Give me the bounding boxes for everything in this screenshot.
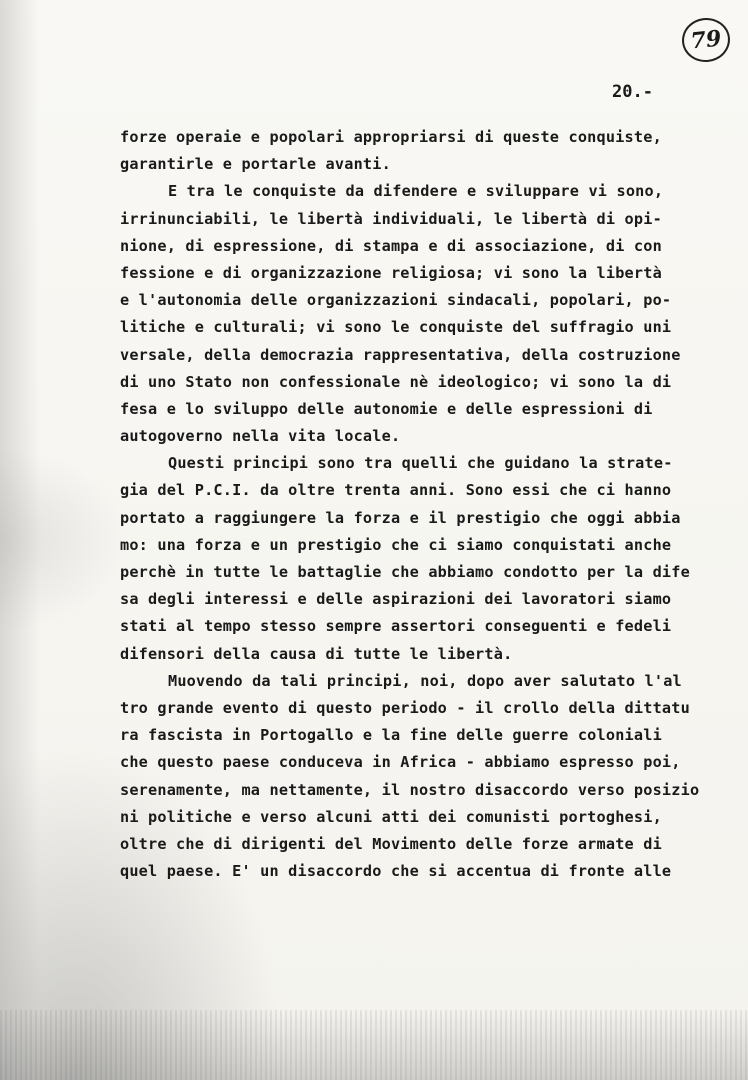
text-line: di uno Stato non confessionale nè ideologico; vi sono la di — [120, 372, 672, 391]
text-line: e l'autonomia delle organizzazioni sindacali, popolari, po- — [120, 291, 672, 310]
folio-number: 79 — [689, 25, 723, 55]
text-line: quel paese. E' un disaccordo che si accentua di fronte alle — [120, 862, 672, 881]
text-line: garantirle e portarle avanti. — [120, 155, 391, 174]
text-line: ni politiche e verso alcuni atti dei comunisti portoghesi, — [120, 807, 662, 826]
text-line: che questo paese conduceva in Africa - abbiamo espresso poi, — [120, 753, 681, 772]
text-line: forze operaie e popolari appropriarsi di queste conquiste, — [120, 128, 662, 146]
text-line: fessione e di organizzazione religiosa; vi sono la libertà — [120, 263, 662, 282]
text-line: gia del P.C.I. da oltre trenta anni. Sono essi che ci hanno — [120, 481, 672, 500]
text-line: fesa e lo sviluppo delle autonomie e delle espressioni di — [120, 399, 653, 418]
text-line: irrinunciabili, le libertà individuali, le libertà di opi- — [120, 209, 662, 228]
text-line: difensori della causa di tutte le libertà. — [120, 644, 513, 663]
page-number: 20.- — [612, 82, 653, 102]
scan-edge-shadow — [0, 0, 40, 1080]
text-line: E tra le conquiste da difendere e sviluppare vi sono, — [168, 182, 664, 201]
text-line: sa degli interessi e delle aspirazioni dei lavoratori siamo — [120, 590, 672, 609]
text-line: Muovendo da tali principi, noi, dopo aver salutato l'al — [168, 671, 682, 690]
folio-circle-mark — [680, 16, 732, 65]
text-line: serenamente, ma nettamente, il nostro disaccordo verso posizio — [120, 780, 700, 799]
text-line: oltre che di dirigenti del Movimento delle forze armate di — [120, 834, 662, 853]
text-line: mo: una forza e un prestigio che ci siamo conquistati anche — [120, 535, 672, 554]
text-line: litiche e culturali; vi sono le conquiste del suffragio uni — [120, 318, 672, 337]
text-line: perchè in tutte le battaglie che abbiamo condotto per la dife — [120, 563, 690, 581]
text-line: ra fascista in Portogallo e la fine delle guerre coloniali — [120, 726, 662, 745]
scan-bottom-noise — [0, 1010, 748, 1080]
text-line: versale, della democrazia rappresentativa, della costruzione — [120, 345, 681, 364]
text-line: autogoverno nella vita locale. — [120, 427, 401, 446]
text-line: portato a raggiungere la forza e il prestigio che oggi abbia — [120, 508, 681, 527]
text-line: tro grande evento di questo periodo - il crollo della dittatu — [120, 698, 690, 717]
text-line: stati al tempo stesso sempre assertori conseguenti e fedeli — [120, 617, 672, 636]
text-line: Questi principi sono tra quelli che guidano la strate- — [168, 454, 673, 473]
text-line: nione, di espressione, di stampa e di associazione, di con — [120, 236, 662, 255]
body-text — [120, 124, 700, 885]
